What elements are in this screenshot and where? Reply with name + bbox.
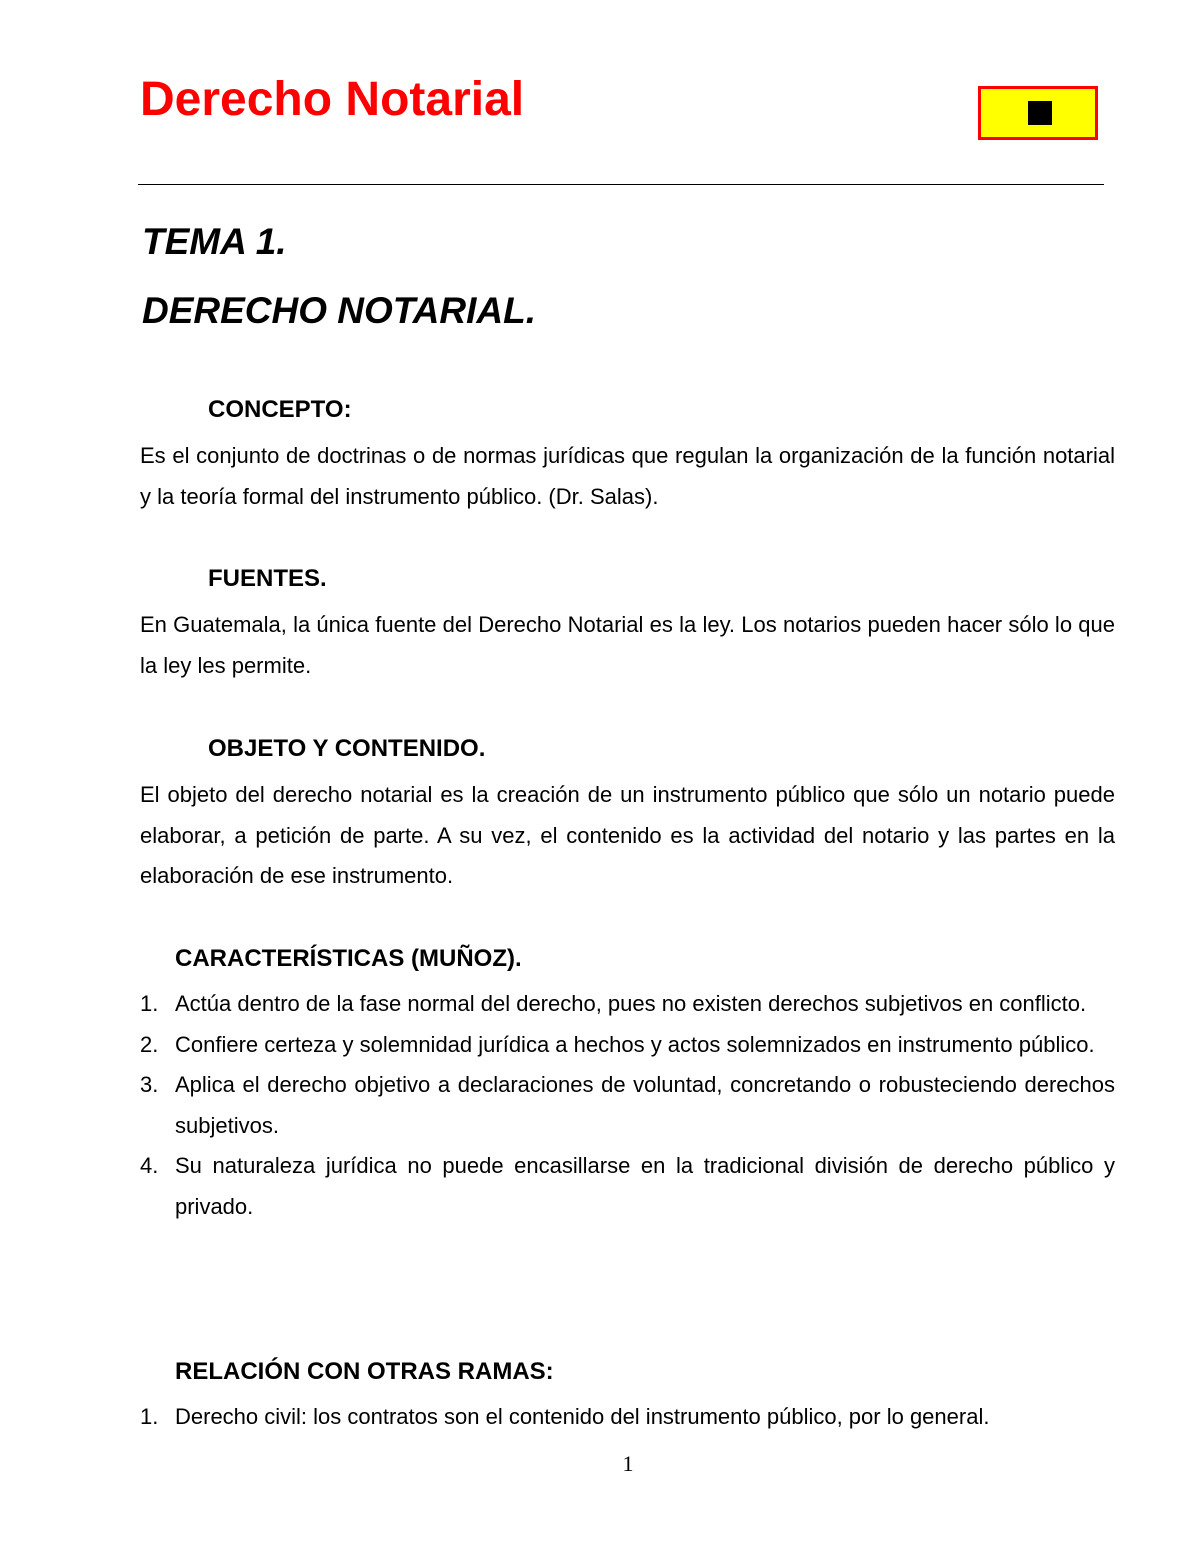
paragraph-objeto: El objeto del derecho notarial es la creación de un instrumento público que sólo un notario puede elaborar, a petición de parte. A su vez, el contenido es la actividad del notario y las partes en la elaboración de ese instrumento.	[140, 782, 1115, 889]
section-heading-caracteristicas: CARACTERÍSTICAS (MUÑOZ).	[175, 945, 522, 972]
black-square-icon	[1028, 101, 1052, 125]
topic-title: DERECHO NOTARIAL.	[142, 290, 536, 331]
topic-number: TEMA 1.	[142, 221, 287, 262]
section-heading-objeto: OBJETO Y CONTENIDO.	[208, 735, 486, 762]
list-item	[140, 984, 1115, 1025]
list-item-text: Aplica el derecho objetivo a declaraciones de voluntad, concretando o robusteciendo derechos subjetivos.	[175, 1072, 1115, 1138]
list-item	[140, 1146, 1115, 1227]
list-item-text: Actúa dentro de la fase normal del derecho, pues no existen derechos subjetivos en conflicto.	[175, 991, 1087, 1016]
list-relacion	[140, 1397, 1115, 1438]
section-heading-fuentes: FUENTES.	[208, 565, 327, 592]
list-item	[140, 1025, 1115, 1066]
header-badge-box	[978, 86, 1098, 140]
list-item-number: 4.	[140, 1153, 159, 1179]
section-heading-concepto: CONCEPTO:	[208, 396, 352, 423]
list-item-text: Derecho civil: los contratos son el contenido del instrumento público, por lo general.	[175, 1404, 990, 1429]
list-item	[140, 1397, 1115, 1438]
list-item-text: Confiere certeza y solemnidad jurídica a hechos y actos solemnizados en instrumento público.	[175, 1031, 1095, 1057]
paragraph-fuentes: En Guatemala, la única fuente del Derecho Notarial es la ley. Los notarios pueden hacer sólo lo que la ley les permite.	[140, 612, 1115, 678]
document-title: Derecho Notarial	[140, 73, 525, 126]
list-item	[140, 1065, 1115, 1146]
list-item-number: 3.	[140, 1072, 159, 1098]
list-caracteristicas	[140, 984, 1115, 1228]
list-item-text: Su naturaleza jurídica no puede encasillarse en la tradicional división de derecho público y privado.	[175, 1153, 1115, 1219]
paragraph-concepto: Es el conjunto de doctrinas o de normas jurídicas que regulan la organización de la función notarial y la teoría formal del instrumento público. (Dr. Salas).	[140, 443, 1115, 509]
section-heading-relacion: RELACIÓN CON OTRAS RAMAS:	[175, 1358, 554, 1385]
list-item-number: 1.	[140, 1404, 159, 1429]
list-item-number: 2.	[140, 1031, 159, 1057]
list-item-number: 1.	[140, 991, 159, 1016]
header-divider	[138, 184, 1104, 185]
page-number: 1	[622, 1451, 634, 1476]
